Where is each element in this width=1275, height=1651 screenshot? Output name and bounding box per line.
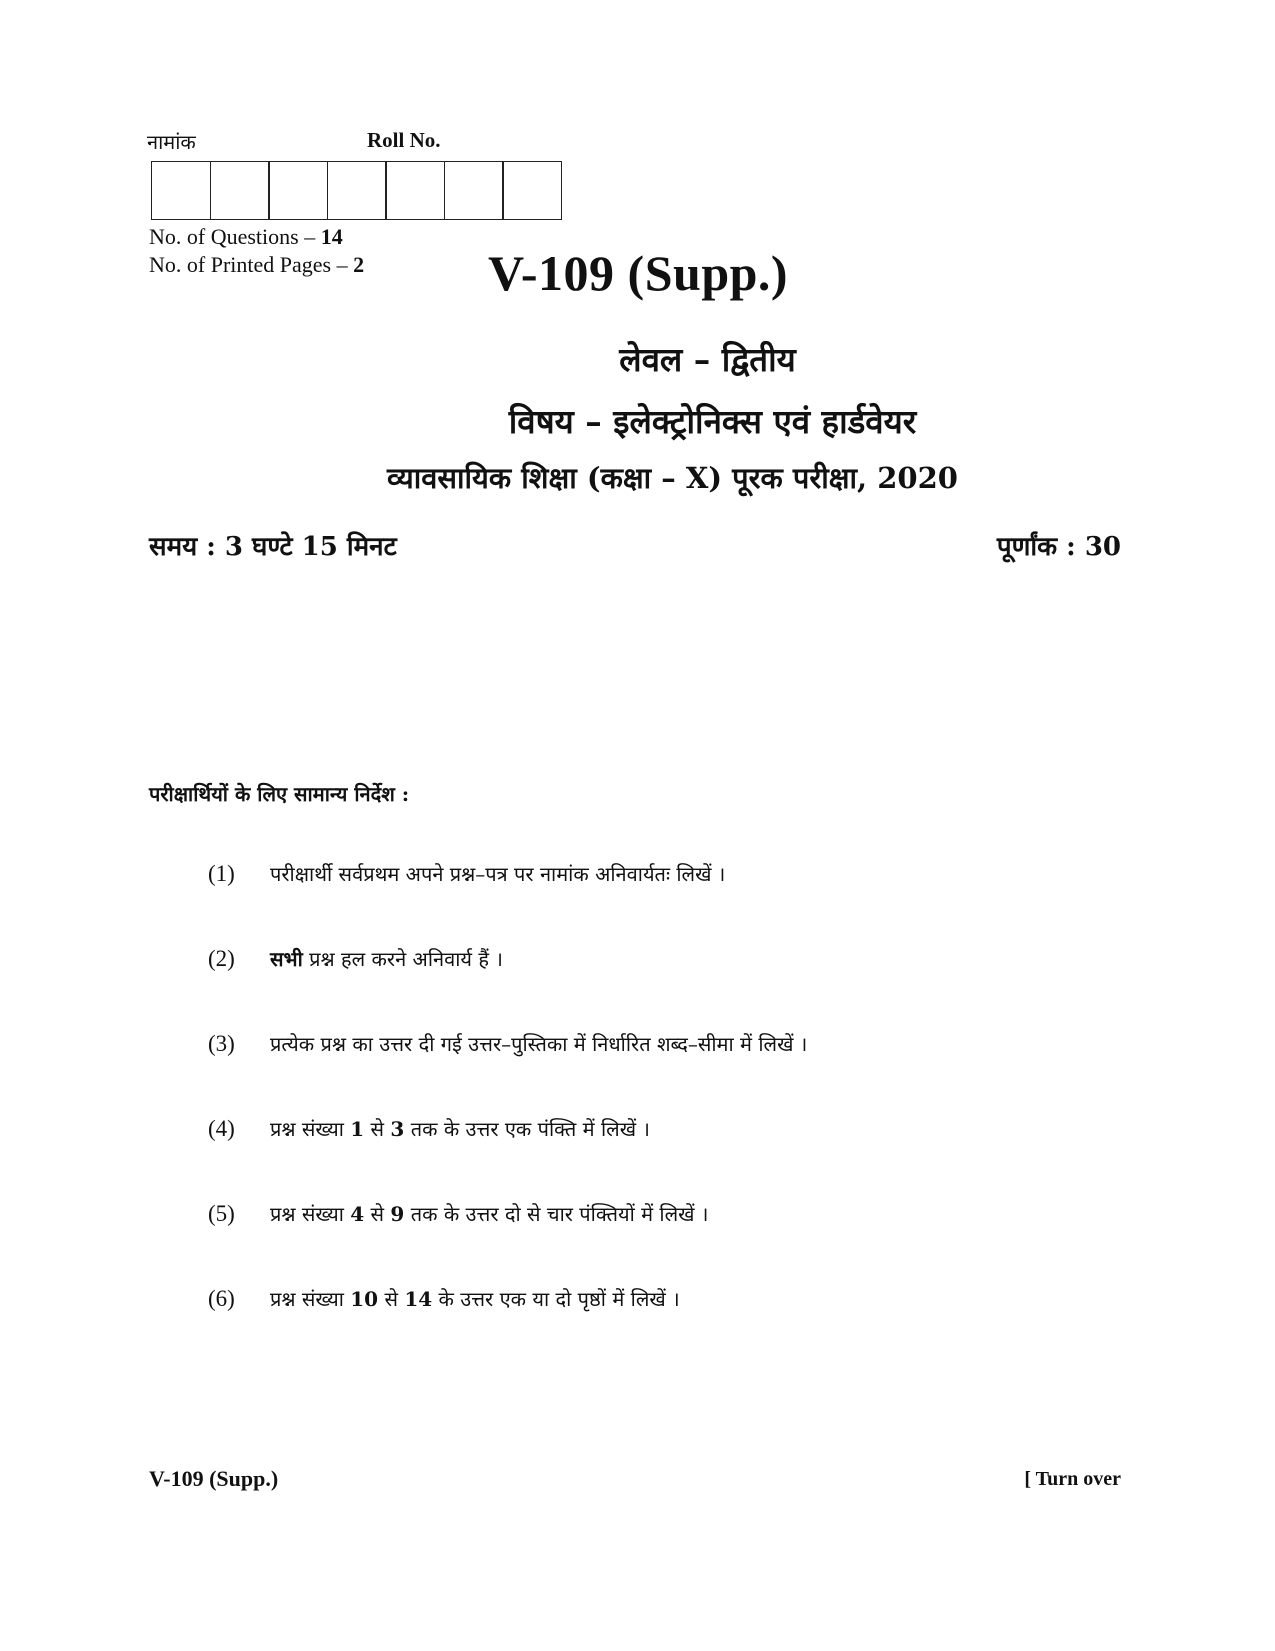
instructions-heading: परीक्षार्थियों के लिए सामान्य निर्देश : <box>149 782 410 806</box>
instruction-text: प्रश्न संख्या <box>270 1202 351 1226</box>
instruction-number: (6) <box>208 1286 235 1311</box>
maximum-marks: पूर्णांक : 30 <box>996 532 1121 562</box>
instruction-bold-text: 4 <box>350 1202 365 1226</box>
questions-value: 14 <box>320 224 343 249</box>
questions-label: No. of Questions – <box>149 224 321 249</box>
level-heading: लेवल – द्वितीय <box>619 340 796 379</box>
roll-number-box <box>151 161 211 220</box>
number-of-questions <box>149 224 343 250</box>
roll-number-box <box>444 161 504 220</box>
paper-code-title: V-109 (Supp.) <box>488 245 789 301</box>
number-of-printed-pages <box>149 252 364 278</box>
instruction-item <box>208 945 503 972</box>
instruction-text: प्रश्न संख्या <box>270 1117 351 1141</box>
instruction-item <box>208 860 725 887</box>
instruction-bold-text: सभी <box>270 947 303 971</box>
instruction-text: प्रत्येक प्रश्न का उत्तर दी गई उत्तर–पुस्तिका में निर्धारित शब्द–सीमा में लिखें । <box>270 1032 808 1056</box>
roll-number-box <box>385 161 445 220</box>
instruction-text: तक के उत्तर एक पंक्ति में लिखें । <box>404 1117 651 1141</box>
instruction-text: के उत्तर एक या दो पृष्ठों में लिखें । <box>432 1287 680 1311</box>
roll-number-box <box>502 161 562 220</box>
turn-over-note: [ Turn over <box>1024 1468 1121 1490</box>
roll-number-label: Roll No. <box>367 128 441 152</box>
pages-value: 2 <box>353 252 365 277</box>
pages-label: No. of Printed Pages – <box>149 252 354 277</box>
instruction-item <box>208 1200 708 1227</box>
instruction-text: प्रश्न संख्या <box>270 1287 351 1311</box>
roll-number-box <box>268 161 328 220</box>
time-allowed: समय : 3 घण्टे 15 मिनट <box>149 532 397 562</box>
instruction-text: तक के उत्तर दो से चार पंक्तियों में लिखें । <box>404 1202 709 1226</box>
namank-label: नामांक <box>147 130 196 154</box>
instruction-item <box>208 1285 680 1312</box>
instruction-bold-text: 10 <box>350 1287 379 1311</box>
instruction-bold-text: 9 <box>390 1202 405 1226</box>
instruction-text: से <box>364 1117 391 1141</box>
instruction-bold-text: 1 <box>350 1117 365 1141</box>
subject-heading: विषय – इलेक्ट्रोनिक्स एवं हार्डवेयर <box>508 402 917 441</box>
instruction-bold-text: 3 <box>390 1117 405 1141</box>
instruction-text: से <box>378 1287 405 1311</box>
instruction-number: (1) <box>208 861 235 886</box>
instruction-number: (5) <box>208 1201 235 1226</box>
roll-number-box <box>210 161 270 220</box>
instruction-item <box>208 1030 807 1057</box>
instruction-text: परीक्षार्थी सर्वप्रथम अपने प्रश्न–पत्र पर नामांक अनिवार्यतः लिखें । <box>270 862 726 886</box>
instruction-number: (4) <box>208 1116 235 1141</box>
exam-heading: व्यावसायिक शिक्षा (कक्षा – X) पूरक परीक्षा, 2020 <box>387 461 958 495</box>
instruction-bold-text: 14 <box>404 1287 433 1311</box>
roll-number-boxes <box>151 161 562 220</box>
instruction-text: से <box>364 1202 391 1226</box>
roll-number-box <box>327 161 387 220</box>
instruction-number: (3) <box>208 1031 235 1056</box>
instruction-text: प्रश्न हल करने अनिवार्य हैं । <box>302 947 503 971</box>
instruction-number: (2) <box>208 946 235 971</box>
footer-paper-code: V-109 (Supp.) <box>149 1466 279 1491</box>
instruction-item <box>208 1115 650 1142</box>
